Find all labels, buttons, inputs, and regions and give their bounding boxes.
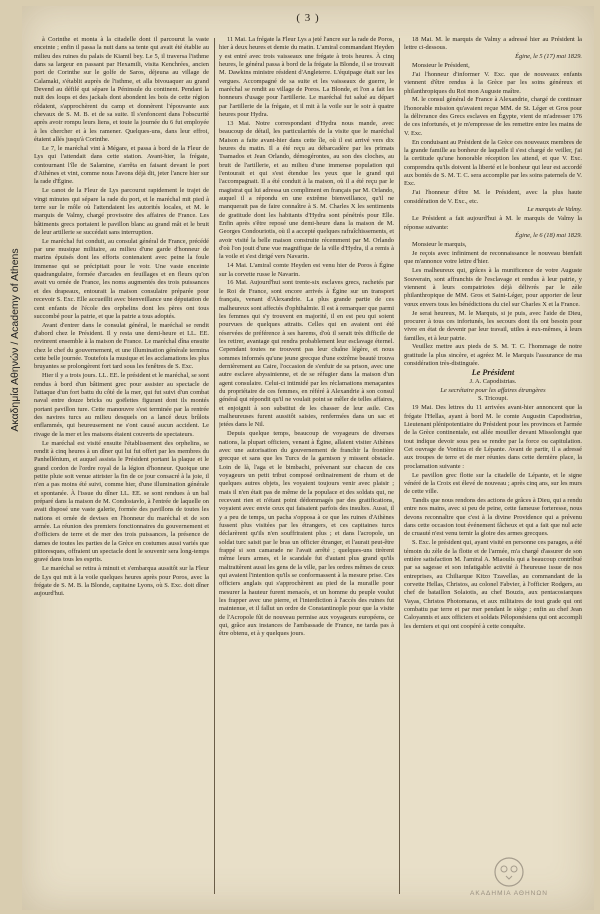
paragraph: Je reçois avec infiniment de reconnaissance le nouveau bienfait que m'annonce votre lettre d'hier. bbox=[404, 250, 582, 266]
column-divider bbox=[399, 38, 400, 894]
paragraph: 11 Mai. La frégate la Fleur Lys a jeté l'ancre sur la rade de Poros, hier à deux heures et demie du matin. L'amiral commandant Heyden y est entré avec trois vaisseaux une frégate à trois heures. À cinq heures, le général passa à bord de la frégate la Blonde, il se trouvait M. Dawkins ministre résident d'Angleterre. L'équipage était sur les vergues. Accompagné de sa suite et les vaisseaux de guerre, le maréchal se rendit au village de Poros. La Blonde, et l'on a fait les honneurs d'usage pour l'artillerie. Le maréchal fut salué au départ par l'artillerie de la frégate, et il mit à la voile sur le soir à quatre heures pour Hydra. bbox=[219, 36, 394, 119]
letter-dateline: Égine, le 5 (17) mai 1829. bbox=[515, 53, 582, 61]
owl-emblem-icon bbox=[454, 854, 564, 906]
academy-stamp bbox=[454, 854, 564, 906]
paragraph: 14 Mai. L'amiral comte Heyden est venu hier de Poros à Égine sur la corvette russe le Navarin. bbox=[219, 262, 394, 278]
paragraph: J'ai l'honneur d'être M. le Président, avec la plus haute considération de V. Exc., etc. bbox=[404, 189, 582, 205]
column-divider bbox=[214, 38, 215, 894]
column-middle bbox=[219, 36, 394, 896]
paragraph: 13 Mai. Notre correspondant d'Hydra nous mande, avec beaucoup de détail, les particularités de la visite que le maréchal Maison a faite avant-hier dans cette île, où il est arrivé vers dix heures du matin. Il a été reçu au débarcadère par les primats Tsamados et Jean Orlando, démogérontes, au son des cloches, au bruit de l'artillerie, et au milieu d'une immense population qui l'entourait et qui s'est étendue les yeux que le grand qui l'accompagnait. Il a été conduit à la maison, où il a été reçu par le magistrat qui lui adressa un compliment en français par M. Orlando, auquel il a répondu en une extrême bienveillance, qu'il ne manquerait pas de faire connaître à S. M. Charles X les sentiments de gratitude dont les habitants d'Hydra sont pénétrés pour Elle. Enfin après s'être reposé une demi-heure dans la maison de M. Georges Condouriotis, où il a accepté quelques rafraîchissements, et avoir visité la belle maison construite récemment par M. Orlando d'où l'on jouit d'une vue magnifique de la ville d'Hydra, il a remis à la voile et s'est dirigé vers Navarin. bbox=[219, 119, 394, 261]
paragraph: J'ai l'honneur d'informer V. Exc. que de nouveaux enfants viennent d'être rendus à la Grèce par les soins généreux et philanthropiques du Roi mon Auguste maître. bbox=[404, 70, 582, 95]
paragraph: Hier il y a trois jours. LL. EE. le président et le maréchal, se sont rendus à bord d'un bâtiment grec pour assister au spectacle de l'attaque d'un fort battu du côté de la mer, qui fut suivi d'un combat naval entre douze bricks ou goëlettes figurant dont ils montés portant pavillon ture. Cette manœuvre s'est terminée par la rentrée des navires turcs au milieu desquels on a lancé deux brûlots enflammés, qui heureusement ne s'ont causé aucun accident. Le rivage de la mer et les maisons étaient couverts de spectateurs. bbox=[34, 372, 209, 438]
paragraph: Tandis que nous rendons des actions de grâces à Dieu, qui a rendu entre nos mains, avec si peu de peine, cette fameuse forteresse, nous devons reconnaître que c'est à la divine Providence qui a prévenu dans cette occasion tout événement fâcheux et qui a fait que nul acte de cruauté n'est venu ternir la gloire des armes grecques. bbox=[404, 497, 582, 538]
paragraph: Veuillez mettre aux pieds de S. M. T. C. l'hommage de notre gratitude la plus sincère, et agréez M. le Marquis l'assurance de ma considération très-distinguée. bbox=[404, 343, 582, 368]
newspaper-page bbox=[22, 6, 594, 910]
paragraph: M. le consul général de France à Alexandrie, chargé de continuer l'honorable mission qu'avaient reçue MM. de St. Léger et Gros pour la délivrance des Grecs esclaves en Égypte, vient de m'adresser 176 de ces infortunés, et je m'empresse de les remettre entre les mains de V. Exc. bbox=[404, 96, 582, 137]
paragraph: Les malheureux qui, grâces à la munificence de votre Auguste Souverain, sont affranchis de l'esclavage et rendus à leur patrie, y viennent à leurs compatriotes déjà délivrés par le zèle philanthropique de MM. Gros et Saint-Léger, pour apporter de leur vœux envers tous les bénédictions du ciel sur Charles X et la France. bbox=[404, 267, 582, 308]
paragraph: Le maréchal fut conduit, au consulat général de France, précédé par une musique militaire, au milieu d'une garde d'honneur de marins épuisés dont les efforts contenaient avec peine la foule immense qui se précipitait pour le voir. Une vaste enceinte quadrangulaire, formée d'arcades en feuillages et en fleurs qu'on avait vu ornée de France, les noms augmentés des trois puissances et des drapeaux, entourait la maison consulaire préparée pour recevoir S. Exc. Elle accueillit avec bienveillance une députation de cent enfants de l'école des orphelins dont les pères ont tous succombé pour la patrie, et que la patrie a tous adoptés. bbox=[34, 237, 209, 320]
paragraph: Le 7, le maréchal vint à Mégare, et passa à bord de la Fleur de Lys qui l'attendait dans cette station. Avant-hier, la frégate, contournant l'île de Salamine, s'arrêta en faisant devant le port d'Athènes et vint, comme nous l'avons déjà dit, jeter l'ancre hier sur la rade d'Égine. bbox=[34, 144, 209, 186]
signature-title: Le Président bbox=[471, 367, 515, 377]
page-number: ( 3 ) bbox=[296, 12, 320, 24]
column-left bbox=[34, 36, 209, 896]
paragraph: En conduisant au Président de la Grèce ces nouveaux membres de la grande famille au bonheur de laquelle il s'est chargé de veiller, j'ai la certitude qu'une honorable réception les attend, et que V. Exc. comprendra qu'ils doivent la liberté et le bonheur qui leur est accordé aux bontés de S. M. T. C. sera accomplie par les soins paternels de V. Exc. bbox=[404, 138, 582, 188]
paragraph: Le canot de la Fleur de Lys parcourut rapidement le trajet de vingt minutes qui sépare la rade du port, et le maréchal mit pied à terre sur le môle où l'attendaient les autorités locales, et M. le marquis de Valmy, chargé provisoire des affaires de France. Les bâtiments grecs portaient le pavillon blanc au grand mât et le bruit de leur artillerie se succédait sans interruption. bbox=[34, 187, 209, 236]
letter-salutation: Monsieur le marquis, bbox=[412, 241, 467, 249]
letter-dateline: Égine, le 6 (18) mai 1829. bbox=[515, 232, 582, 240]
stamp-text: ΑΚΑΔΗΜΙΑ ΑΘΗΝΩΝ bbox=[470, 890, 548, 897]
paragraph: Depuis quelque temps, beaucoup de voyageurs de diverses nations, la plupart officiers, venant à Égine, allaient visiter Athènes avec une autorisation du gouvernement de franchir la frontière grecque et sans que les Turcs de la garnison y missent obstacle. Loin de là, l'aga et le bimbachi, prévenant sur chacun de ces voyageurs un petit tribut composé ordinairement de rhum et de quelques autres objets, les voyaient toujours venir avec plaisir ; mais il n'en était pas de même de la populace et des soldats qui, ne recevant rien et n'étant point dédommagés par des gratifications, voyaient avec envie ceux qui faisaient parfois des insultes. Aussi, il y a peu de temps, un pacha s'opposa à ce que les ruines d'Athènes fussent plus visitées par les étrangers, et ces capitaines turcs déclarèrent qu'ils n'en souffriraient plus ; et dans l'acropole, un soldat turc saisit par le bras un officier étranger, et l'aurait peut-être frappé si son camarade ne l'avait arrêté ; quelques-uns tirèrent même leurs armes, et le scandale fut d'autant plus grand qu'ils maltraitèrent aussi les gens de la ville, par les ordres mêmes de ceux qui avaient l'intention qu'ils se conformassent à la mesure prise. Ces officiers anglais qui s'approchèrent au pied de la muraille pour mesurer la hauteur furent menacés, et un homme du peuple voulut les frapper avec une pierre, et l'interdiction à l'accès des ruines fut maintenue, et il fallut un ordre de Constantinople pour que la visite de l'Acropole fût de nouveau permise aux voyageurs européens, ce qui, grâce aux instances de l'ambassade de France, ne tarda pas à être obtenu, et à y quelques jours. bbox=[219, 430, 394, 638]
signature-title: Le secrétaire pour les affaires étrangères bbox=[440, 386, 546, 394]
paragraph: Le maréchal est visité ensuite l'établissement des orphelins, se rendit à cinq heures à un dîner qui lui fut offert par les membres du Panhellénium, et auquel assista le Président portant la plaque et le grand cordon de l'ordre royal de la légion d'honneur. Quoique une petite pluie soit venue attrister la fin de ce jour consacré à la joie, il n'en a pas moins été suivi, comme hier, d'une illumination générale et spontanée. À l'issue du dîner LL. EE. se sont rendues à un bal préparé dans la maison de M. Condostavlo, à l'entrée de laquelle on avait disposé une vaste galerie, formée des pavillons de toutes les nations et ornée de devises en l'honneur du maréchal et de son armée. La réunion des premiers fonctionnaires du gouvernement et d'officiers de terre et de mer des trois puissances, la présence de dames de toutes les parties de la Grèce en costumes aussi variés que pittoresques, offraient un spectacle dont le souvenir sera long-temps gravé dans tous les esprits. bbox=[34, 439, 209, 564]
column-right bbox=[404, 36, 582, 896]
paragraph: à Corinthe et monta à la citadelle dont il parcourut la vaste enceinte ; enfin il passa la nuit dans sa tente qui avait été établie au milieu des ruines du palais de Kiamil bey. Le 5, il traversa l'isthme dans sa largeur en passant par Hexamili, visita Kenchrées, ancien port de Corinthe sur le golfe de Saros, déjeuna au village de Calamaki, s'établit auprès de l'isthme, et alla bivouaquer au grand Devend au défilé qui sépare la Péninsule du continent. Pendant la nuit des loups et des jackals dont abondent les bois de cette région rôdaient, s'approchèrent du camp et donnèrent l'épouvante aux chevaux de S. M. B. et de sa suite. Il s'enfoncent dans l'obscurité après avoir rompu leurs liens, et toute la journée du 6 fut employée à les chercher et à les ramener. Quelques-uns, dans leur effroi, étaient allés jusqu'à Corinthe. bbox=[34, 36, 209, 144]
watermark-vertical bbox=[8, 20, 22, 660]
paragraph: Le pavillon grec flotte sur la citadelle de Lépante, et le signe vénéré de la Croix est élevé de nouveau ; après cinq ans, sur les murs de cette ville. bbox=[404, 471, 582, 496]
paragraph: Avant d'entrer dans le consulat général, le maréchal se rendit d'abord chez le Président. Il y resta une demi-heure et LL. EE. revinrent ensemble à la maison de France. Le maréchal dîna ensuite chez le chef du gouvernement, et une illumination générale termina cette belle journée. Toutefois la musique et les acclamations les plus bruyantes se prolongèrent fort tard sous les fenêtres de S. Exc. bbox=[34, 321, 209, 371]
watermark-text: Ακαδημία Αθηνών / Academy of Athens bbox=[9, 248, 21, 432]
paragraph: 19 Mai. Des lettres du 11 arrivées avant-hier annoncent que la frégate l'Hellas, ayant à bord M. le comte Augustin Capodistrias, Lieutenant plénipotentiaire du Président pour les provinces et l'armée de la Grèce continentale, est allée mouiller devant Missolonghi que tout indique devoir sous peu se rendre par la force ou capitulation. Cet ouvrage de Vonitza et de Lépante. Avant de partir, il a adressé aux troupes de terre et de mer réunies dans cette dernière place, la proclamation suivante : bbox=[404, 404, 582, 470]
paragraph: Le maréchal se retira à minuit et s'embarqua aussitôt sur la Fleur de Lys qui mit à la voile quelques heures après pour Poros, avec la frégate de S. M. B. la Blonde, capitaine Lyons, où S. Exc. doit dîner aujourd'hui. bbox=[34, 565, 209, 598]
paragraph: 16 Mai. Aujourd'hui sont trente-six esclaves grecs, rachetés par le Roi de France, sont encore arrivés à Égine sur un transport français, venant d'Alexandrie. La plus grande partie de ces malheureux sont affectés d'ophthalmie. Il est à remarquer que parmi les femmes qui s'y trouvent en majorité, il en est peu qui soient pourvues de quelques attraits. Celles qui en avaient ont été réservées de préférence à ses harems, d'où il serait très difficile de les retirer, avantage qui rendra probablement leur esclavage éternel. Cependant toutes ne trouvent pas leur chaîne légère, et nous sommes informés qu'une jeune grecque d'une extrême beauté trouva dernièrement au Caire, l'occasion de s'enfuir de sa prison, avec une autre esclave abyssinienne, et de se réfugier dans la maison d'un agent consulaire. Celui-ci intimidé par les réclamations menaçantes du propriétaire de ces femmes, en référé à Alexandrie à son consul général qui répondit qu'il ne voulait point se mêler de telles affaires, et enjoignit à son substitut de les chasser de leur asile. Ces malheureuses furent aussitôt saisies, renfermées dans un sac et jetées dans le Nil. bbox=[219, 279, 394, 429]
letter-salutation: Monsieur le Président, bbox=[412, 62, 470, 70]
signature-name: S. Tricoupi. bbox=[477, 395, 508, 403]
paragraph: 18 Mai. M. le marquis de Valmy a adressé hier au Président la lettre ci-dessous. bbox=[404, 36, 582, 52]
signature: Le marquis de Valmy. bbox=[527, 206, 582, 214]
signature-name: J. A. Capodistrias. bbox=[469, 377, 517, 385]
paragraph: Je serai heureux, M. le Marquis, si je puis, avec l'aide de Dieu, procurer à tous ces infortunés, les secours dont ils ont besoin pour vivre en état de devenir par leur travail, utiles à eux-mêmes, à leurs familles, et à leur patrie. bbox=[404, 309, 582, 342]
paragraph: S. Exc. le président qui, ayant visité en personne ces parages, a été témoin du zèle de la flotte et de l'armée, m'a chargé d'assurer de son entière satisfaction M. l'amiral A. Miaoulis qui a beaucoup contribué par sa sagesse et son infatigable activité à l'heureuse issue de nos entreprises, au Chiliarque Kitzo Tzavellas, au commandant de la corvette Hellas, Christos, au colonel Fabvier, à l'officier Rodgers, au chef de bataillon Solaiotis, au chef Bouzis, aux pentacosiarques Vayas, Christos Photomaras, et aux militaires de tout grade qui ont combattu par terre et par mer pendant le siège ; enfin au chef Jean Caloyannis et aux officiers et soldats Péloponésiens qui ont accompli les derniers et qui ont coopéré à cette conquête. bbox=[404, 539, 582, 630]
paragraph: Le Président a fait aujourd'hui à M. le marquis de Valmy la réponse suivante: bbox=[404, 215, 582, 231]
